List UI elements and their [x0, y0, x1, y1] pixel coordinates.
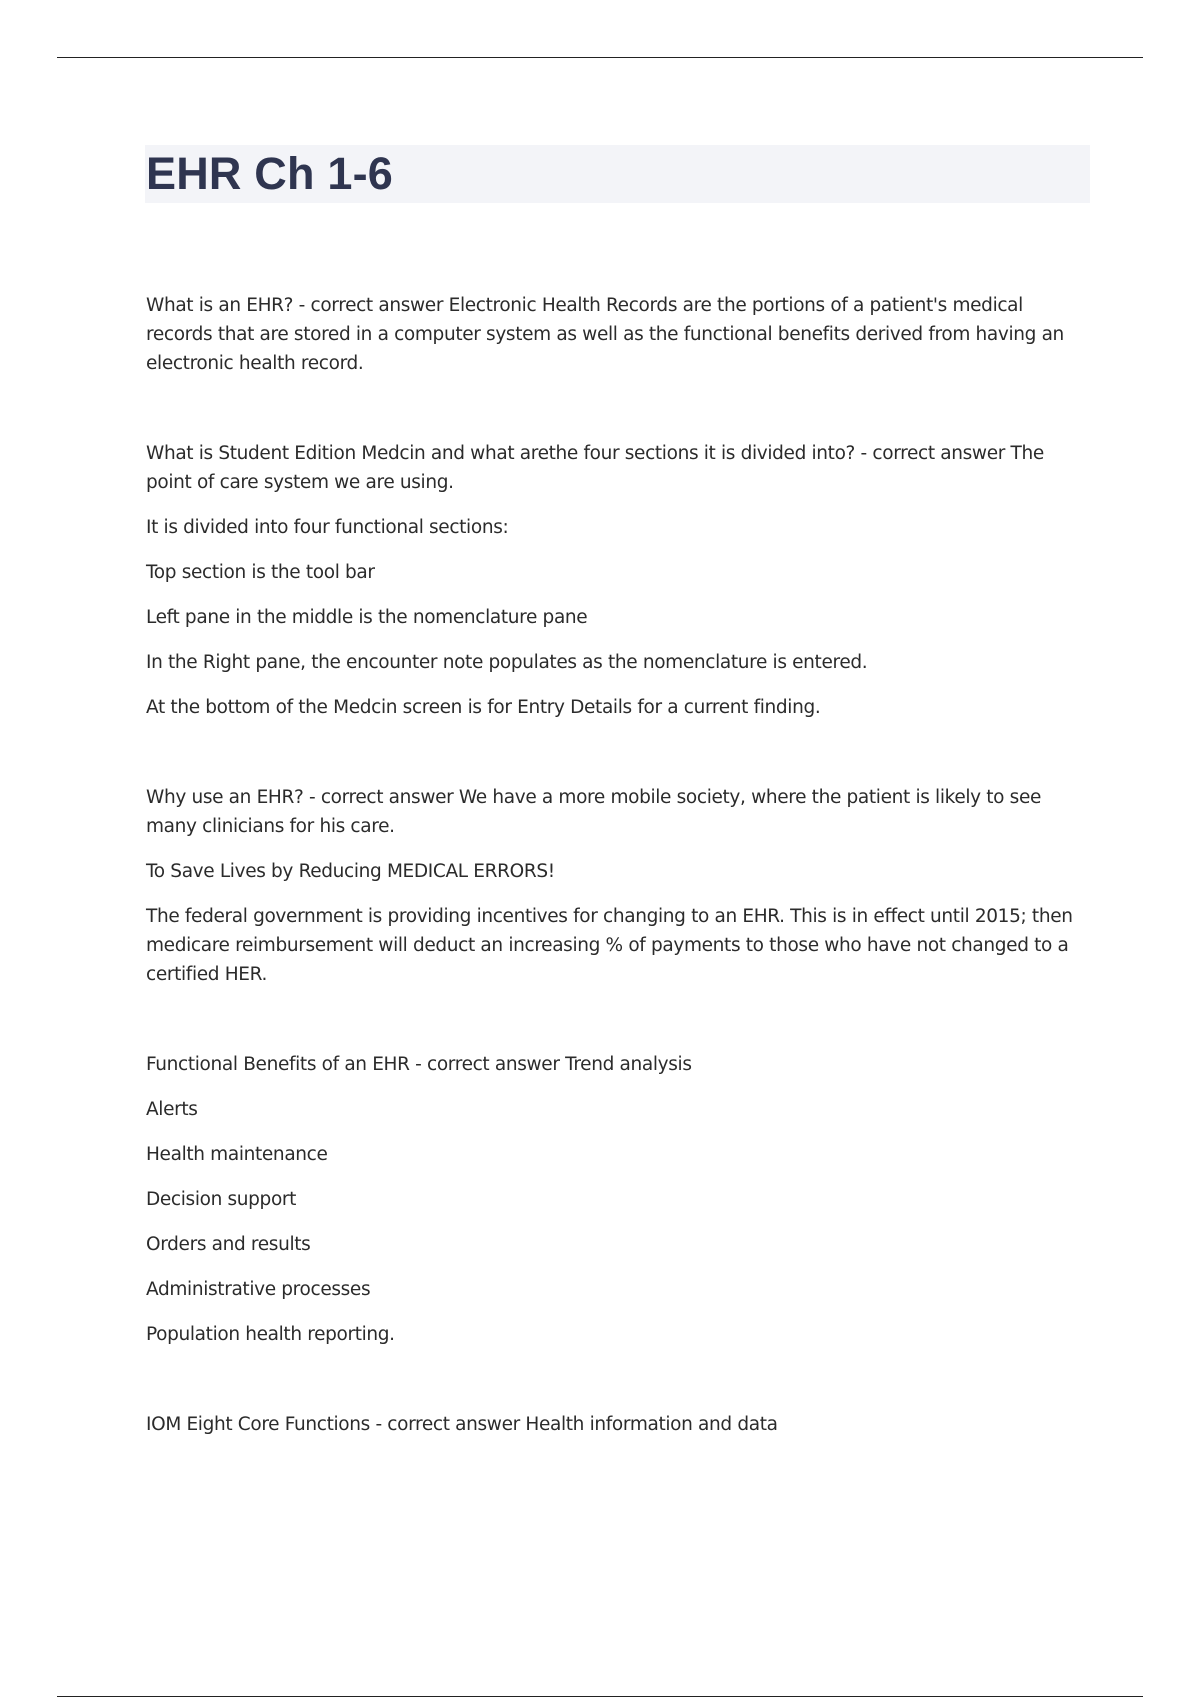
question-answer-text: Why use an EHR? - correct answer We have a more mobile society, where the patient is likely to see many clinicians for his care.: [146, 787, 1042, 837]
answer-line: The federal government is providing incentives for changing to an EHR. This is in effect until 2015; then medicare reimbursement will deduct an increasing % of payments to those who have not changed to a certified HER.: [146, 906, 1073, 985]
qa-block: [146, 291, 1076, 378]
bottom-divider: [57, 1696, 1143, 1697]
qa-block: [146, 1410, 1076, 1439]
qa-block: [146, 1050, 1076, 1349]
answer-line: Top section is the tool bar: [146, 562, 375, 583]
answer-line: Health maintenance: [146, 1144, 328, 1165]
qa-block: [146, 439, 1076, 722]
answer-line: Alerts: [146, 1099, 198, 1120]
question-answer-text: IOM Eight Core Functions - correct answer Health information and data: [146, 1414, 778, 1435]
answer-line: Administrative processes: [146, 1279, 371, 1300]
document-body: [146, 291, 1076, 1439]
answer-line: Orders and results: [146, 1234, 311, 1255]
top-divider: [57, 57, 1143, 58]
answer-line: It is divided into four functional sections:: [146, 517, 509, 538]
question-answer-text: What is Student Edition Medcin and what arethe four sections it is divided into? - correct answer The point of care system we are using.: [146, 443, 1044, 493]
page-title: EHR Ch 1-6: [146, 148, 394, 199]
qa-block: [146, 783, 1076, 989]
answer-line: Population health reporting.: [146, 1324, 395, 1345]
question-answer-text: Functional Benefits of an EHR - correct answer Trend analysis: [146, 1054, 692, 1075]
answer-line: Decision support: [146, 1189, 297, 1210]
answer-line: To Save Lives by Reducing MEDICAL ERRORS!: [146, 861, 555, 882]
question-answer-text: What is an EHR? - correct answer Electronic Health Records are the portions of a patient's medical records that are stored in a computer system as well as the functional benefits derived from having an electronic health record.: [146, 295, 1064, 374]
answer-line: Left pane in the middle is the nomenclature pane: [146, 607, 588, 628]
answer-line: In the Right pane, the encounter note populates as the nomenclature is entered.: [146, 652, 868, 673]
answer-line: At the bottom of the Medcin screen is for Entry Details for a current finding.: [146, 697, 821, 718]
